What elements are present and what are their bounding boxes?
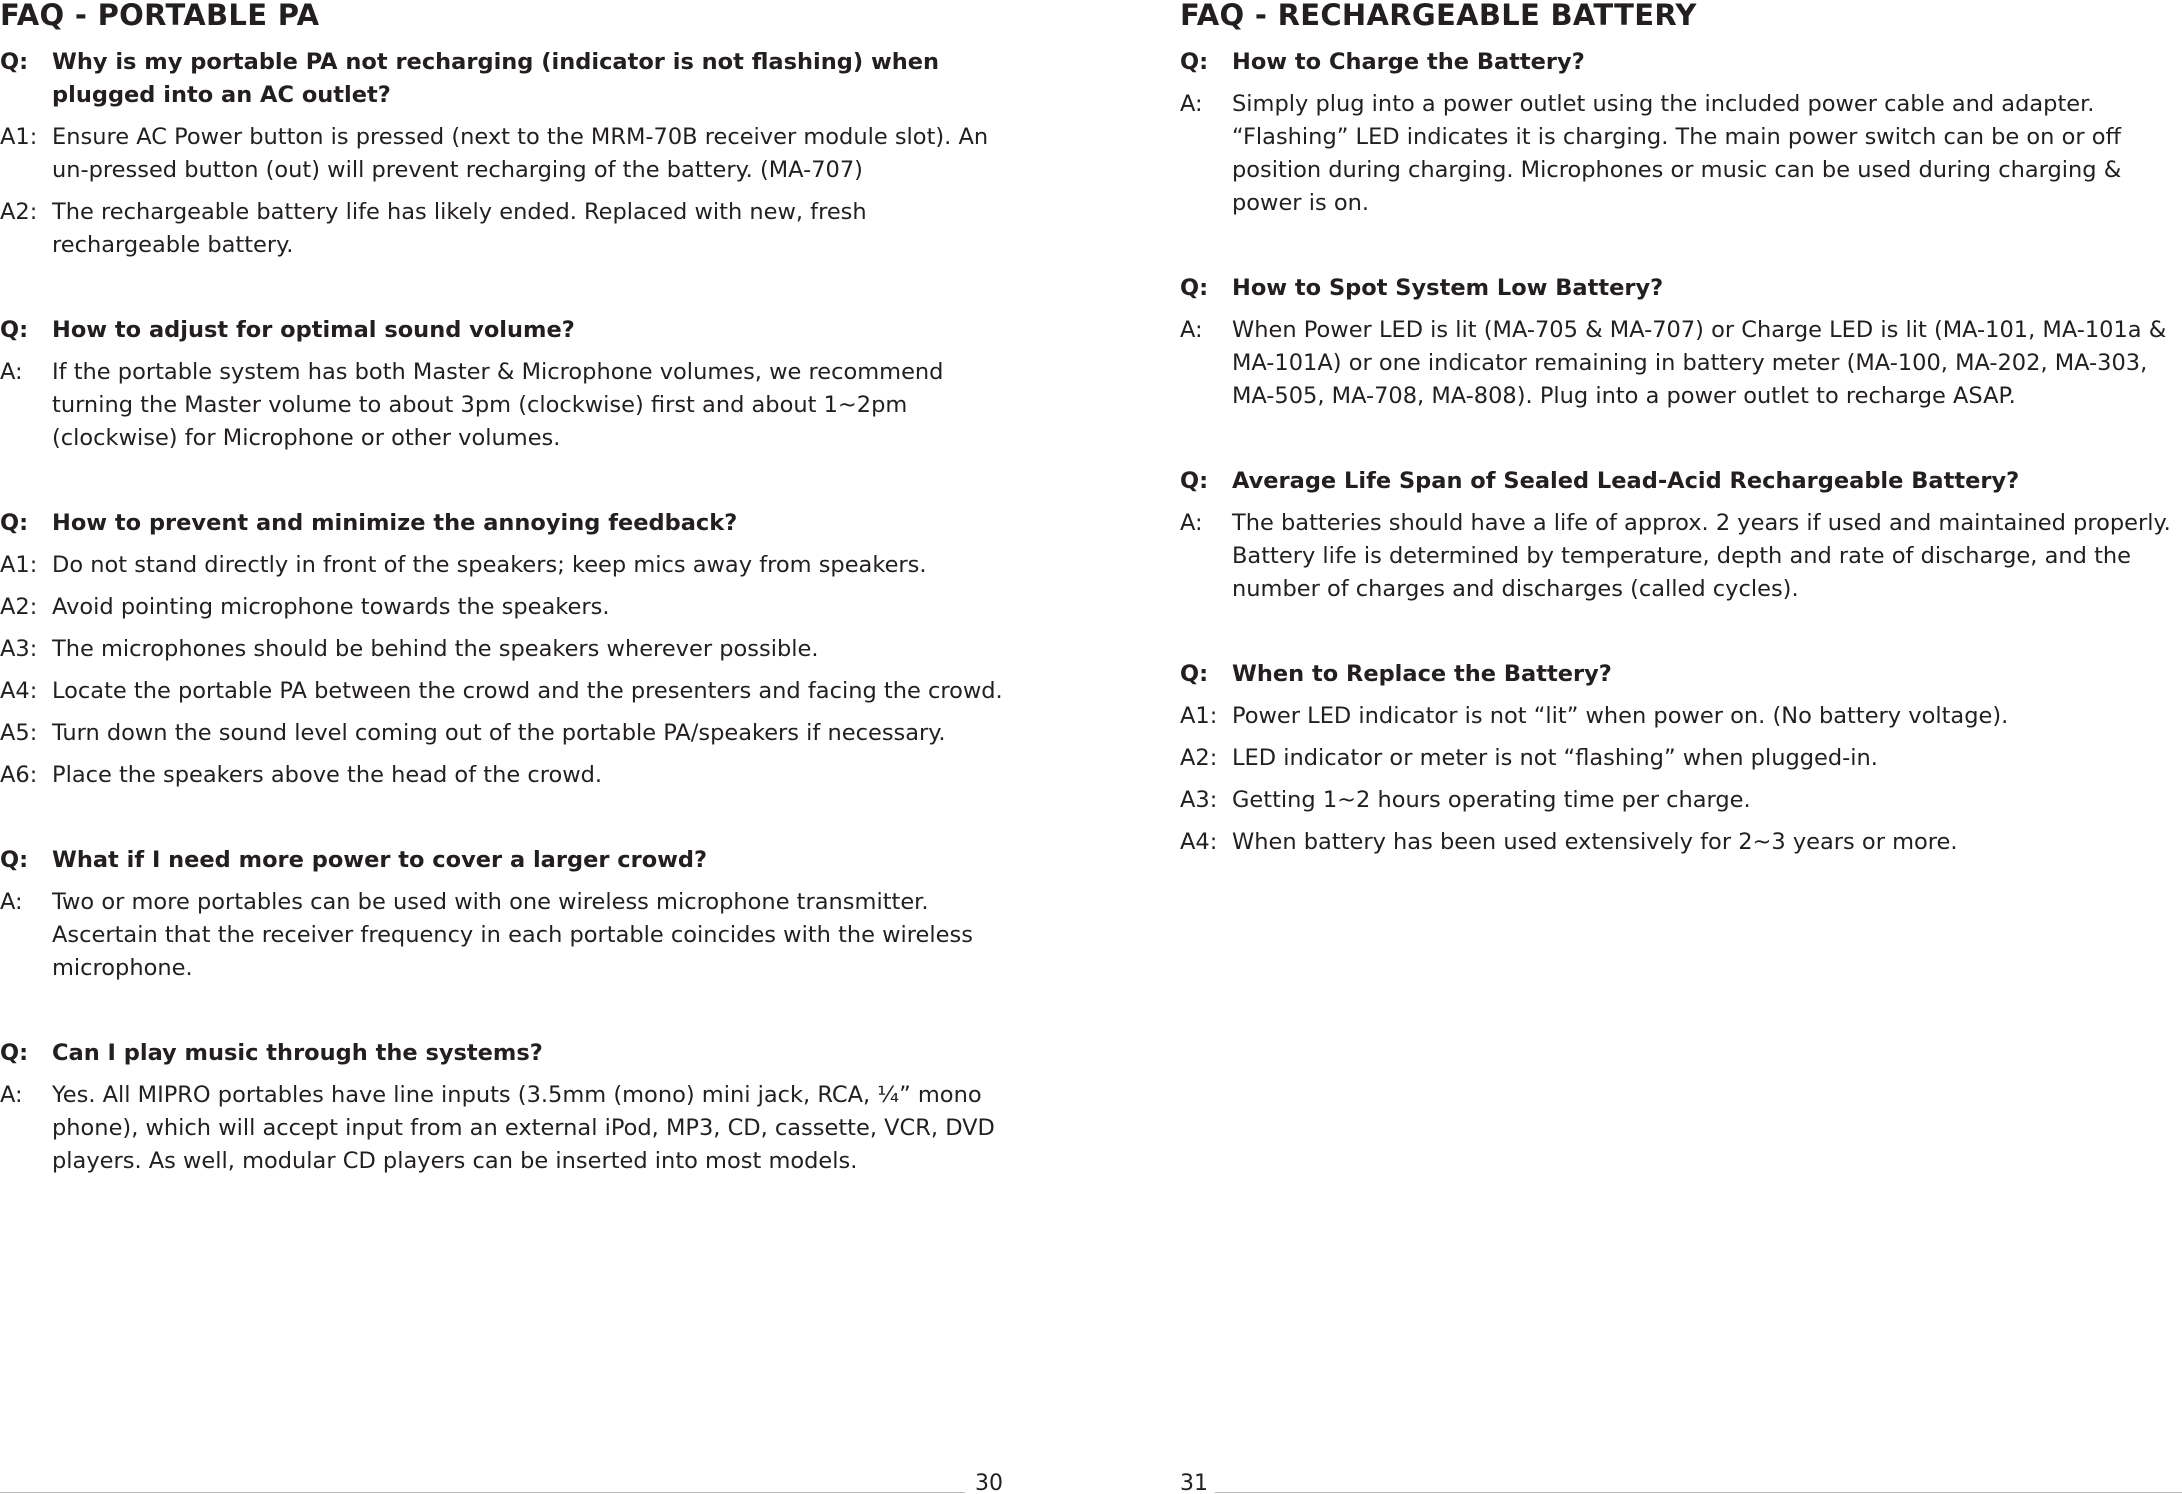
answer-text: Two or more portables can be used with one wireless microphone transmitter. Ascertain that the receiver frequency in each portable coincides with the wireless microphone.	[52, 889, 973, 981]
answer-label: A4:	[0, 678, 38, 704]
answer-text: Getting 1~2 hours operating time per charge.	[1232, 787, 1751, 813]
question-label: Q:	[0, 49, 29, 75]
question-text: Average Life Span of Sealed Lead-Acid Rechargeable Battery?	[1232, 468, 2020, 494]
answer-text: Simply plug into a power outlet using the included power cable and adapter. “Flashing” LED indicates it is charging. The main power switch can be on or off position during charging. Microphones or music can be used during charging & power is on.	[1232, 91, 2122, 216]
question-label: Q:	[1180, 661, 1209, 687]
answer-text: Avoid pointing microphone towards the speakers.	[52, 594, 610, 620]
faq-answer	[1180, 507, 2182, 606]
answer-text: When battery has been used extensively for 2~3 years or more.	[1232, 829, 1958, 855]
faq-item	[0, 844, 1010, 985]
answer-label: A2:	[0, 199, 38, 225]
faq-answer	[1180, 742, 2182, 775]
faq-question	[0, 314, 1010, 347]
answer-text: Place the speakers above the head of the crowd.	[52, 762, 603, 788]
answer-label: A:	[1180, 510, 1203, 536]
answer-label: A5:	[0, 720, 38, 746]
faq-answer	[1180, 314, 2182, 413]
faq-answer	[0, 121, 1010, 187]
faq-question	[0, 46, 1010, 112]
question-label: Q:	[0, 847, 29, 873]
answer-label: A:	[0, 889, 23, 915]
left-page-number: 30	[975, 1471, 1003, 1494]
answer-label: A1:	[1180, 703, 1218, 729]
answer-label: A:	[0, 359, 23, 385]
right-footer-rule	[1215, 1492, 2182, 1493]
faq-answer	[0, 1079, 1010, 1178]
faq-answer	[0, 591, 1010, 624]
faq-item	[1180, 46, 2182, 220]
faq-item	[0, 507, 1010, 792]
question-label: Q:	[0, 1040, 29, 1066]
right-page	[1180, 0, 2182, 1494]
answer-text: Do not stand directly in front of the speakers; keep mics away from speakers.	[52, 552, 927, 578]
answer-text: The batteries should have a life of approx. 2 years if used and maintained properly. Battery life is determined by temperature, depth and rate of discharge, and the number of charges and discharges (called cycles).	[1232, 510, 2171, 602]
question-text: How to Charge the Battery?	[1232, 49, 1585, 75]
faq-answer	[0, 633, 1010, 666]
faq-question	[0, 1037, 1010, 1070]
left-footer-rule	[0, 1492, 965, 1493]
faq-answer	[0, 196, 1010, 262]
answer-text: Power LED indicator is not “lit” when power on. (No battery voltage).	[1232, 703, 2009, 729]
question-text: How to prevent and minimize the annoying feedback?	[52, 510, 738, 536]
question-label: Q:	[1180, 275, 1209, 301]
answer-text: Ensure AC Power button is pressed (next to the MRM-70B receiver module slot). An un-pressed button (out) will prevent recharging of the battery. (MA-707)	[52, 124, 989, 183]
answer-text: The microphones should be behind the speakers wherever possible.	[52, 636, 819, 662]
question-label: Q:	[1180, 49, 1209, 75]
question-text: Can I play music through the systems?	[52, 1040, 543, 1066]
faq-answer	[0, 886, 1010, 985]
answer-label: A:	[0, 1082, 23, 1108]
answer-text: The rechargeable battery life has likely ended. Replaced with new, fresh rechargeable battery.	[52, 199, 867, 258]
left-page-title: FAQ - PORTABLE PA	[0, 0, 320, 32]
faq-item	[0, 46, 1010, 262]
answer-label: A3:	[1180, 787, 1218, 813]
faq-item	[1180, 465, 2182, 606]
answer-text: LED indicator or meter is not “flashing” when plugged-in.	[1232, 745, 1878, 771]
answer-label: A3:	[0, 636, 38, 662]
right-page-number: 31	[1180, 1471, 1208, 1494]
answer-label: A:	[1180, 317, 1203, 343]
question-text: When to Replace the Battery?	[1232, 661, 1612, 687]
faq-answer	[0, 717, 1010, 750]
answer-label: A2:	[1180, 745, 1218, 771]
faq-answer	[0, 759, 1010, 792]
answer-label: A1:	[0, 124, 38, 150]
faq-item	[1180, 272, 2182, 413]
question-text: Why is my portable PA not recharging (indicator is not flashing) when plugged into an AC outlet?	[52, 49, 940, 108]
answer-text: If the portable system has both Master & Microphone volumes, we recommend turning the Master volume to about 3pm (clockwise) first and about 1~2pm (clockwise) for Microphone or other volumes.	[52, 359, 944, 451]
faq-question	[1180, 46, 2182, 79]
faq-question	[0, 507, 1010, 540]
faq-answer	[1180, 88, 2182, 220]
question-label: Q:	[0, 510, 29, 536]
right-page-title: FAQ - RECHARGEABLE BATTERY	[1180, 0, 1697, 32]
question-label: Q:	[0, 317, 29, 343]
answer-label: A2:	[0, 594, 38, 620]
answer-text: When Power LED is lit (MA-705 & MA-707) or Charge LED is lit (MA-101, MA-101a & MA-101A) or one indicator remaining in battery meter (MA-100, MA-202, MA-303, MA-505, MA-708, MA-808). Plug into a power outlet to recharge ASAP.	[1232, 317, 2167, 409]
faq-answer	[0, 549, 1010, 582]
faq-answer	[1180, 700, 2182, 733]
faq-answer	[1180, 826, 2182, 859]
faq-item	[0, 314, 1010, 455]
faq-question	[1180, 465, 2182, 498]
faq-answer	[0, 675, 1010, 708]
faq-item	[1180, 658, 2182, 859]
left-page	[0, 0, 1010, 1494]
answer-label: A4:	[1180, 829, 1218, 855]
faq-item	[0, 1037, 1010, 1178]
answer-label: A6:	[0, 762, 38, 788]
faq-question	[0, 844, 1010, 877]
question-text: What if I need more power to cover a larger crowd?	[52, 847, 708, 873]
question-label: Q:	[1180, 468, 1209, 494]
answer-text: Turn down the sound level coming out of the portable PA/speakers if necessary.	[52, 720, 946, 746]
faq-question	[1180, 272, 2182, 305]
answer-text: Yes. All MIPRO portables have line inputs (3.5mm (mono) mini jack, RCA, ¼” mono phone), which will accept input from an external iPod, MP3, CD, cassette, VCR, DVD players. As well, modular CD players can be inserted into most models.	[52, 1082, 995, 1174]
answer-label: A:	[1180, 91, 1203, 117]
answer-label: A1:	[0, 552, 38, 578]
question-text: How to Spot System Low Battery?	[1232, 275, 1664, 301]
faq-answer	[0, 356, 1010, 455]
answer-text: Locate the portable PA between the crowd and the presenters and facing the crowd.	[52, 678, 1003, 704]
question-text: How to adjust for optimal sound volume?	[52, 317, 575, 343]
faq-answer	[1180, 784, 2182, 817]
faq-question	[1180, 658, 2182, 691]
